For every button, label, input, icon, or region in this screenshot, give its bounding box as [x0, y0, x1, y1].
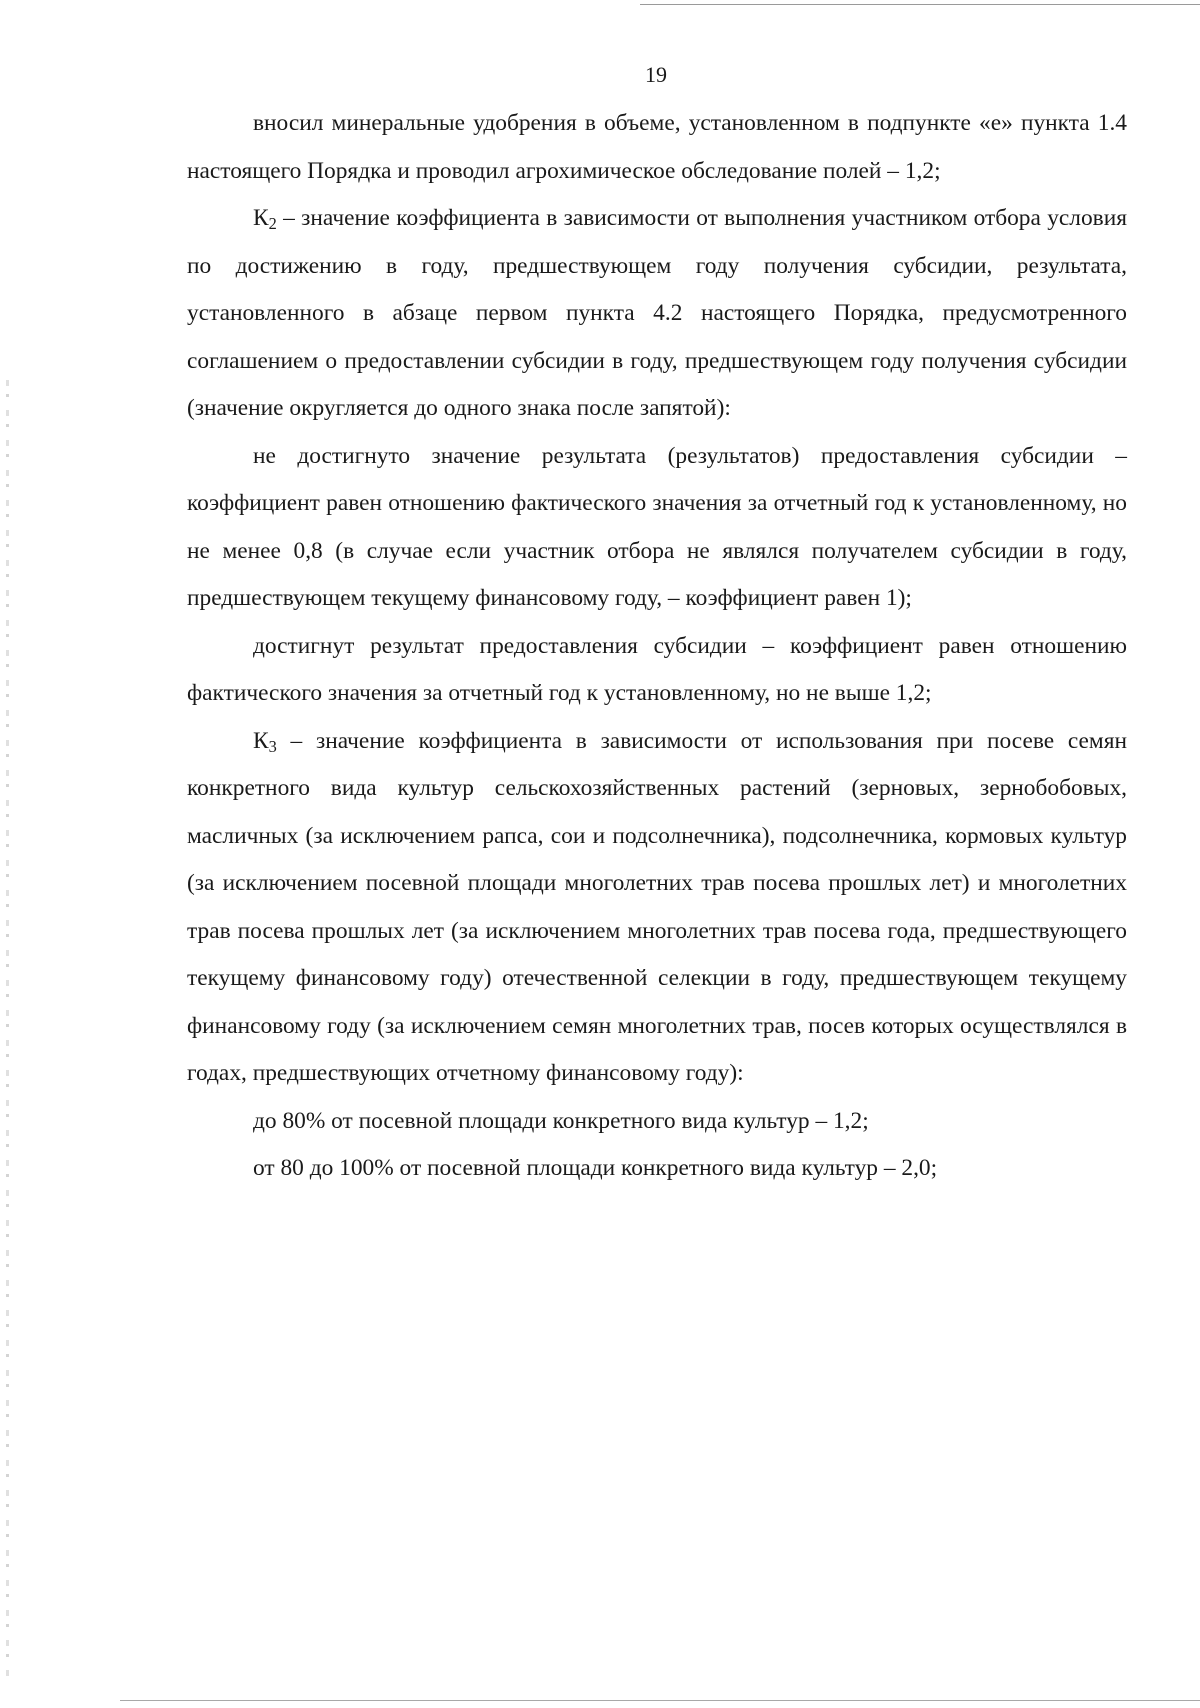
paragraph-text: – значение коэффициента в зависимости от выполнения участником отбора условия по достижению в году, предшествующем году получения субсидии, результата, установленного в абзаце первом пункта 4.2 настоящего Порядка, предусмотренного соглашением о предоставлении субсидии в году, предшествующем году получения субсидии (значение округляется до одного знака после запятой): [187, 205, 1127, 421]
paragraph-text: не достигнуто значение результата (результатов) предоставления субсидии – коэффициент равен отношению фактического значения за отчетный год к установленному, но не менее 0,8 (в случае если участник отбора не являлся получателем субсидии в году, предшествующем текущему финансовому году, – коэффициент равен 1); [187, 442, 1127, 611]
paragraph-text: – значение коэффициента в зависимости от использования при посеве семян конкретного вида культур сельскохозяйственных растений (зерновых, зернобобовых, масличных (за исключением рапса, сои и подсолнечника), подсолнечника, кормовых культур (за исключением посевной площади многолетних трав посева прошлых лет) и многолетних трав посева прошлых лет (за исключением многолетних трав посева года, предшествующего текущему финансовому году) отечественной селекции в году, предшествующем текущему финансовому году (за исключением семян многолетних трав, посев которых осуществлялся в годах, предшествующих отчетному финансовому году): [187, 727, 1127, 1086]
paragraph-k3-up-to-80 [187, 1098, 1127, 1146]
page-number: 19 [645, 62, 667, 87]
coefficient-symbol: К [253, 205, 269, 231]
coefficient-symbol: К [253, 727, 269, 754]
paragraph-fertilizer-condition [187, 100, 1127, 195]
coefficient-subscript: 2 [268, 214, 277, 234]
coefficient-subscript: 3 [268, 736, 277, 756]
paragraph-text: вносил минеральные удобрения в объеме, установленном в подпункте «е» пункта 1.4 настоящего Порядка и проводил агрохимическое обследование полей – 1,2; [187, 110, 1127, 184]
paragraph-k2-not-achieved [187, 433, 1127, 623]
document-body [187, 100, 1127, 1193]
paragraph-k2-achieved [187, 623, 1127, 718]
paragraph-k3-80-to-100 [187, 1145, 1127, 1193]
scan-border-bottom [120, 1700, 1200, 1701]
paragraph-text: до 80% от посевной площади конкретного вида культур – 1,2; [253, 1107, 869, 1134]
paragraph-text: достигнут результат предоставления субсидии – коэффициент равен отношению фактического значения за отчетный год к установленному, но не выше 1,2; [187, 632, 1127, 706]
scan-border-top [640, 4, 1200, 5]
scan-edge-left [6, 380, 9, 1680]
paragraph-k2-definition [187, 195, 1127, 433]
paragraph-k3-definition [187, 718, 1127, 1098]
paragraph-text: от 80 до 100% от посевной площади конкретного вида культур – 2,0; [253, 1155, 938, 1181]
